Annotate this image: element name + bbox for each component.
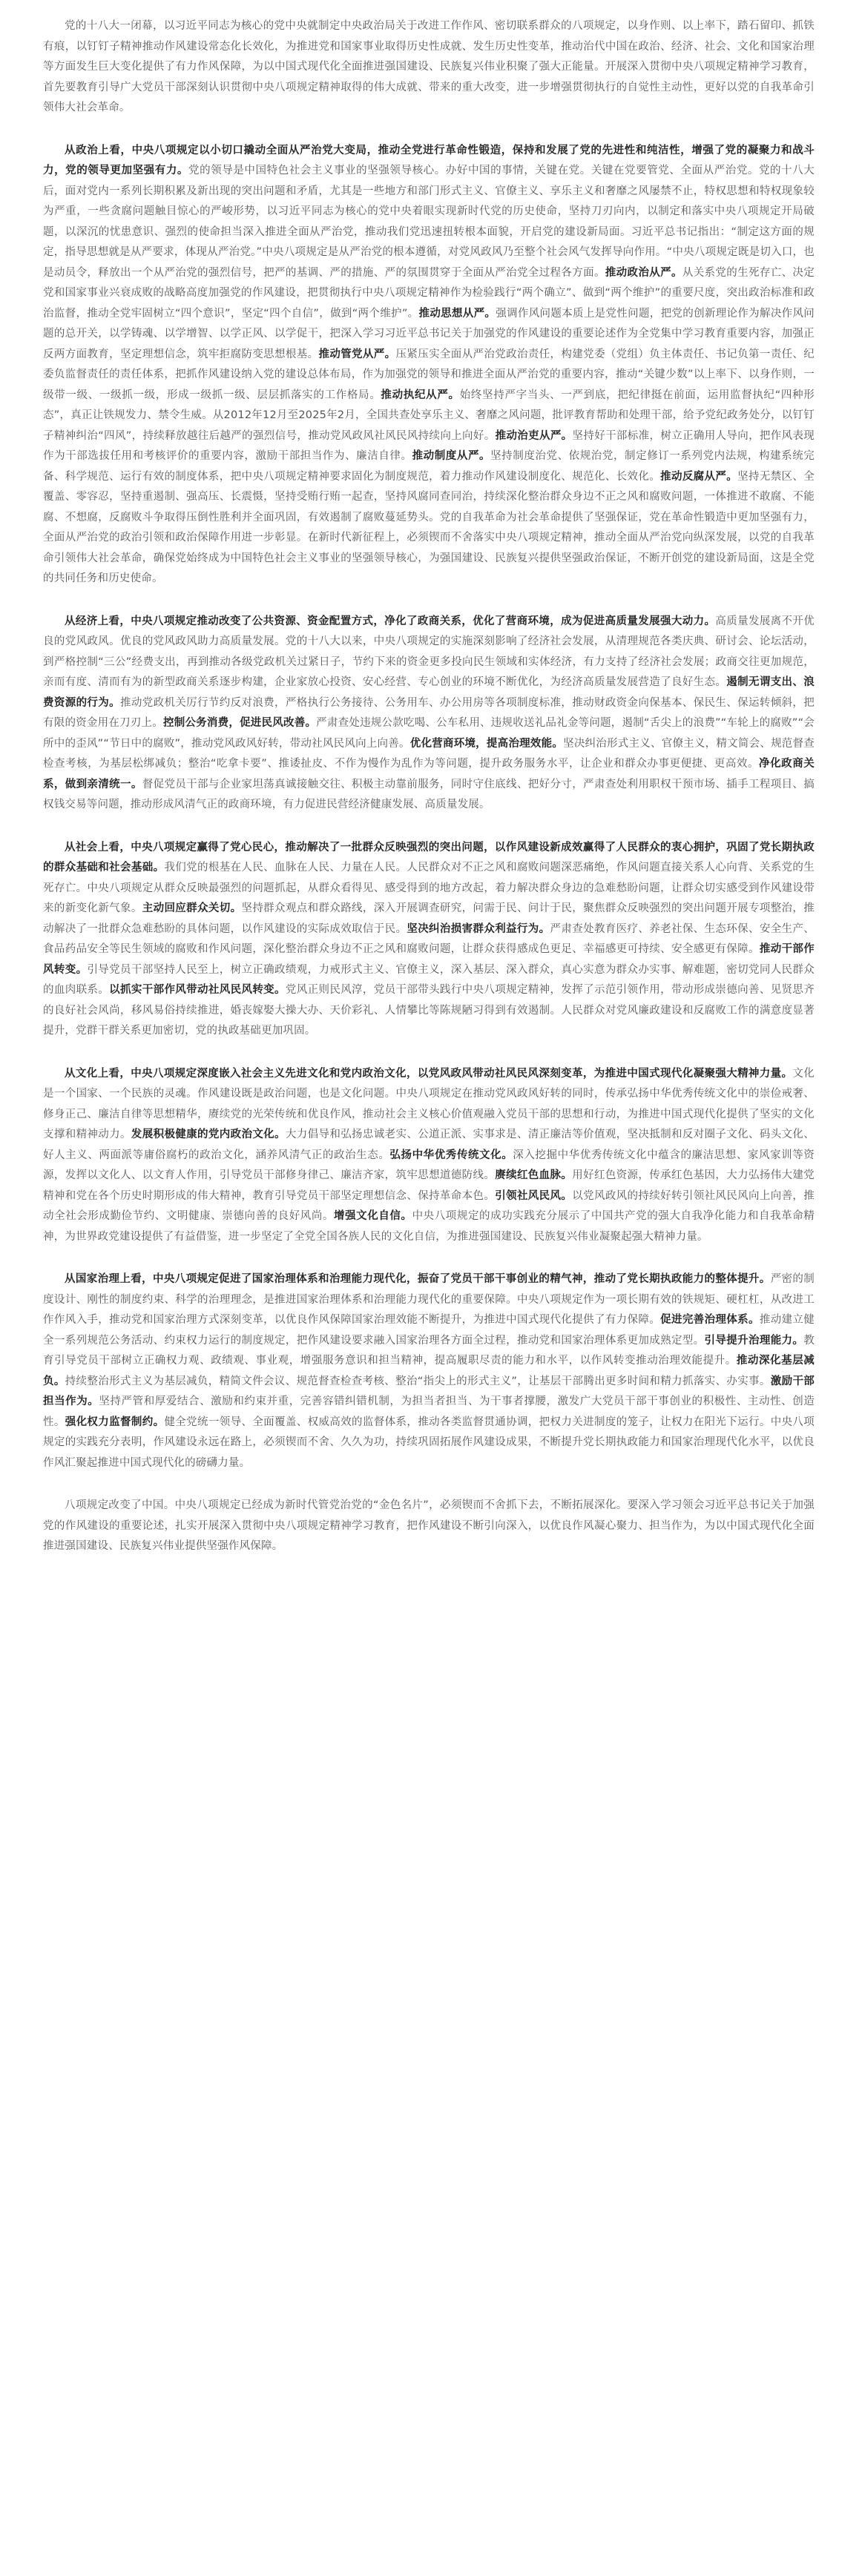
paragraph-text: 八项规定改变了中国。中央八项规定已经成为新时代管党治党的“金色名片”，必须锲而不舍抓下去，不断拓展深化。要深入学习领会习近平总书记关于加强党的作风建设的重要论述，扎实开展深入贯彻中央八项规定精神学习教育，把作风建设不断引向深入，以优良作风凝心聚力、担当作为，为以中国式现代化全面推进强国建设、民族复兴伟业提供坚强作风保障。 (43, 1499, 815, 1552)
paragraph-text: 推动党政机关厉行节约反对浪费，严格执行公务接待、公务用车、办公用房等各项制度标准，推动财政资金向保基本、保民生、保运转倾斜，把有限的资金用在刀刃上。 (43, 696, 815, 729)
highlight-phrase: 引导提升治理能力。 (704, 1334, 804, 1347)
highlight-phrase: 赓续红色血脉。 (495, 1169, 573, 1181)
paragraph-text: 坚决纠治形式主义、官僚主义，精文简会、规范督查检查考核，为基层松绑减负；整治“吃拿卡要”、推诿扯皮、不作为慢作为乱作为等问题，提升政务服务水平，让企业和群众办事更便捷、更高效。 (43, 737, 815, 770)
paragraph-text: 坚持制度治党、依规治党，制定修订一系列党内法规，构建系统完备、科学规范、运行有效的制度体系，把中央八项规定精神要求固化为制度规范，着力推动作风建设制度化、规范化、长效化。 (43, 450, 815, 483)
article-body (43, 16, 815, 1557)
paragraph-text: 坚持好干部标准，树立正确用人导向，把作风表现作为干部选拔任用和考核评价的重要内容，激励干部担当作为、廉洁自律。 (43, 429, 815, 462)
highlight-phrase: 净化政商关系，做到亲清统一。 (43, 758, 815, 790)
highlight-phrase: 推动制度从严。 (412, 450, 491, 462)
highlight-phrase: 推动干部作风转变。 (43, 943, 815, 976)
paragraph-text: 引导党员干部坚持人民至上，树立正确政绩观，力戒形式主义、官僚主义，深入基层、深入群众，真心实意为群众办实事、解难题，密切党同人民群众的血肉联系。 (43, 963, 815, 996)
paragraph-text: 压紧压实全面从严治党政治责任，构建党委（党组）负主体责任、书记负第一责任、纪委负监督责任的责任体系，把抓作风建设纳入党的建设总体布局，作为加强党的领导和推进全面从严治党的重要内容，推动“关键少数”以上率下、以身作则，一级带一级、一级抓一级，形成一级抓一级、层层抓落实的工作格局。 (43, 348, 815, 401)
paragraph-text: 始终坚持严字当头、一严到底，把纪律挺在前面，运用监督执纪“四种形态”，真正让铁规发力、禁令生威。从2012年12月至2025年2月，全国共查处享乐主义、奢靡之风问题，批评教育帮助和处理干部，给予党纪政务处分，以钉钉子精神纠治“四风”，持续释放越往后越严的强烈信号，推动党风政风社风民风持续向上向好。 (43, 389, 815, 442)
paragraph-text: 持续整治形式主义为基层减负，精简文件会议、规范督查检查考核、整治“指尖上的形式主义”，让基层干部腾出更多时间和精力抓落实、办实事。 (65, 1375, 771, 1387)
paragraph-text: 推动建立健全一系列规范公务活动、约束权力运行的制度规定，把作风建设要求融入国家治理各方面全过程，推动党和国家治理体系更加成熟定型。 (43, 1314, 815, 1347)
highlight-phrase: 控制公务消费，促进民风改善。 (163, 717, 317, 729)
highlight-phrase: 推动深化基层减负。 (43, 1355, 815, 1387)
highlight-phrase: 弘扬中华优秀传统文化。 (389, 1149, 513, 1161)
paragraph-text: 高质量发展离不开优良的党风政风。优良的党风政风助力高质量发展。党的十八大以来，中央八项规定的实施深刻影响了经济社会发展，从清理规范各类庆典、研讨会、论坛活动，到严格控制“三公”经费支出，再到推动各级党政机关过紧日子，节约下来的资金更多投向民生领域和实体经济，有力支持了经济社会发展；政商交往更加规范，亲而有度、清而有为的新型政商关系逐步构建，企业家放心投资、安心经营、专心创业的环境不断优化，为经济高质量发展营造了良好生态。 (43, 615, 815, 688)
paragraph-text: 严密的制度设计、刚性的制度约束、科学的治理理念，是推进国家治理体系和治理能力现代化的重要保障。中央八项规定作为一项长期有效的铁规矩、硬杠杠，从改进工作作风入手，推动党和国家治理方式深刻变革，以优良作风保障国家治理效能不断提升，为推进中国式现代化提供了有力保障。 (43, 1273, 815, 1326)
article-paragraph (43, 612, 815, 816)
paragraph-text: 严肃查处违规公款吃喝、公车私用、违规收送礼品礼金等问题，遏制“舌尖上的浪费”“车轮上的腐败”“会所中的歪风”“节日中的腐败”，推动党风政风好转，带动社风民风向上向善。 (43, 717, 815, 750)
highlight-phrase: 推动思想从严。 (418, 307, 496, 320)
article-paragraph (43, 1496, 815, 1557)
highlight-phrase: 激励干部担当作为。 (43, 1375, 815, 1407)
highlight-phrase: 推动管党从严。 (318, 348, 396, 360)
paragraph-text: 坚持无禁区、全覆盖、零容忍，坚持重遏制、强高压、长震慑，坚持受贿行贿一起查，坚持风腐同查同治，持续深化整治群众身边不正之风和腐败问题，一体推进不敢腐、不能腐、不想腐，反腐败斗争取得压倒性胜利并全面巩固，有效遏制了腐败蔓延势头。党的自我革命为社会革命提供了坚强保证，党在革命性锻造中更加坚强有力，全面从严治党的政治引领和政治保障作用进一步彰显。在新时代新征程上，必须锲而不舍落实中央八项规定精神，推动全面从严治党向纵深发展，以党的自我革命引领伟大社会革命，确保党始终成为中国特色社会主义事业的坚强领导核心，为强国建设、民族复兴提供坚强政治保证，不断开创党的建设新局面，这是全党的共同任务和历史使命。 (43, 470, 815, 584)
paragraph-text: 党的领导是中国特色社会主义事业的坚强领导核心。办好中国的事情，关键在党。关键在党要管党、全面从严治党。党的十八大后，面对党内一系列长期积累及新出现的突出问题和矛盾，尤其是一些地方和部门形式主义、官僚主义、享乐主义和奢靡之风屡禁不止，特权思想和特权现象较为严重，一些贪腐问题触目惊心的严峻形势，以习近平同志为核心的党中央着眼实现新时代党的历史使命，坚持刀刃向内，以制定和落实中央八项规定开局破题，以深沉的忧患意识、强烈的使命担当深入推进全面从严治党，推动我们党迅速扭转根本面貌，开启党的建设新局面。习近平总书记指出：“制定这方面的规定，指导思想就是从严要求，体现从严治党。”中央八项规定是从严治党的根本遵循，对党风政风乃至整个社会风气发挥导向作用。“中央八项规定既是切入口，也是动员令，释放出一个从严治党的强烈信号，把严的基调、严的措施、严的氛围贯穿于全面从严治党全过程各方面。 (43, 165, 815, 279)
highlight-phrase: 增强文化自信。 (334, 1210, 412, 1222)
paragraph-text: 坚持严管和厚爱结合、激励和约束并重，完善容错纠错机制，为担当者担当、为干事者撑腰，激发广大党员干部干事创业的积极性、主动性、创造性。 (43, 1396, 815, 1428)
paragraph-text: 文化是一个国家、一个民族的灵魂。作风建设既是政治问题，也是文化问题。中央八项规定在推动党风政风好转的同时，传承弘扬中华优秀传统文化中的崇俭戒奢、修身正己、廉洁自律等思想精华，赓续党的光荣传统和优良作风，推动社会主义核心价值观融入党员干部的思想和行动，为推进中国式现代化提供了坚实的文化支撑和精神动力。 (43, 1067, 815, 1140)
paragraph-text: 大力倡导和弘扬忠诚老实、公道正派、实事求是、清正廉洁等价值观，坚决抵制和反对圈子文化、码头文化、好人主义、两面派等庸俗腐朽的政治文化，涵养风清气正的政治生态。 (43, 1129, 815, 1161)
highlight-phrase: 推动反腐从严。 (660, 470, 738, 483)
highlight-phrase: 推动治吏从严。 (495, 429, 573, 442)
paragraph-lead-sentence: 从文化上看，中央八项规定深度嵌入社会主义先进文化和党内政治文化，以党风政风带动社风民风深刻变革，为推进中国式现代化凝聚强大精神力量。 (65, 1067, 793, 1080)
paragraph-lead-sentence: 从社会上看，中央八项规定赢得了党心民心，推动解决了一批群众反映强烈的突出问题，以作风建设新成效赢得了人民群众的衷心拥护，巩固了党长期执政的群众基础和社会基础。 (43, 841, 815, 873)
paragraph-text: 教育引导党员干部树立正确权力观、政绩观、事业观，增强服务意识和担当精神，提高履职尽责的能力和水平，以作风转变推动治理效能提升。 (43, 1334, 815, 1367)
highlight-phrase: 主动回应群众关切。 (142, 902, 242, 914)
article-paragraph (43, 141, 815, 589)
highlight-phrase: 引领社风民风。 (495, 1189, 573, 1202)
highlight-phrase: 遏制无谓支出、浪费资源的行为。 (43, 676, 815, 709)
paragraph-text: 强调作风问题本质上是党性问题，把党的创新理论作为解决作风问题的总开关，以学铸魂、以学增智、以学正风、以学促干，把深入学习习近平总书记关于加强党的作风建设的重要论述作为全党集中学习教育重要内容，加强正反两方面教育，坚定理想信念，筑牢拒腐防变思想根基。 (43, 307, 815, 360)
article-paragraph (43, 1064, 815, 1248)
paragraph-text: 党的十八大一闭幕，以习近平同志为核心的党中央就制定中央政治局关于改进工作作风、密切联系群众的八项规定，以身作则、以上率下，踏石留印、抓铁有痕，以钉钉子精神推动作风建设常态化长效化，为推进党和国家事业取得历史性成就、发生历史性变革，推动治代中国在政治、经济、社会、文化和国家治理等方面发生巨大变化提供了有力作风保障，为以中国式现代化全面推进强国建设、民族复兴伟业积聚了强大正能量。开展深入贯彻中央八项规定精神学习教育，首先要教育引导广大党员干部深刻认识贯彻中央八项规定精神取得的伟大成就、带来的重大改变，进一步增强贯彻执行的自觉性主动性，更好以党的自我革命引领伟大社会革命。 (43, 20, 815, 113)
article-paragraph (43, 1269, 815, 1473)
paragraph-text: 坚持群众观点和群众路线，深入开展调查研究，问需于民、问计于民，聚焦群众反映强烈的突出问题开展专项整治，推动解决了一批群众急难愁盼的具体问题，以作风建设的实际成效取信于民。 (43, 902, 815, 935)
paragraph-lead-sentence: 从国家治理上看，中央八项规定促进了国家治理体系和治理能力现代化，振奋了党员干部干事创业的精气神，推动了党长期执政能力的整体提升。 (65, 1273, 771, 1285)
highlight-phrase: 促进完善治理体系。 (660, 1314, 760, 1326)
paragraph-text: 健全党统一领导、全面覆盖、权威高效的监督体系，推动各类监督贯通协调，把权力关进制度的笼子，让权力在阳光下运行。中央八项规定的实践充分表明，作风建设永远在路上，必须锲而不舍、久久为功，持续巩固拓展作风建设成果，不断提升党长期执政能力和国家治理现代化水平，以优良作风汇聚起推进中国式现代化的磅礴力量。 (43, 1416, 815, 1469)
paragraph-text: 从关系党的生死存亡、决定党和国家事业兴衰成败的战略高度加强党的作风建设，把贯彻执行中央八项规定精神作为检验践行“两个确立”、做到“两个维护”的重要尺度，突出政治标准和政治监督，推动全党牢固树立“四个意识”，坚定“四个自信”，做到“两个维护”。 (43, 266, 815, 320)
paragraph-text: 党风正则民风淳，党员干部带头践行中央八项规定精神，发挥了示范引领作用，带动形成崇德向善、见贤思齐的良好社会风尚，移风易俗持续推进，婚丧嫁娶大操大办、天价彩礼、人情攀比等陈规陋习得到有效遏制。人民群众对党风廉政建设和反腐败工作的满意度显著提升，党群干群关系更加密切，党的执政基础更加巩固。 (43, 984, 815, 1037)
paragraph-text: 督促党员干部与企业家坦荡真诚接触交往、积极主动靠前服务，同时守住底线、把好分寸，严肃查处利用职权干预市场、插手工程项目、搞权钱交易等问题，推动形成风清气正的政商环境，有力促进民营经济健康发展、高质量发展。 (43, 778, 815, 810)
paragraph-text: 以党风政风的持续好转引领社风民风向上向善，推动全社会形成勤俭节约、文明健康、崇德向善的良好风尚。 (43, 1189, 815, 1222)
paragraph-lead-sentence: 从政治上看，中央八项规定以小切口撬动全面从严治党大变局，推动全党进行革命性锻造，保持和发展了党的先进性和纯洁性，增强了党的凝聚力和战斗力，党的领导更加坚强有力。 (43, 144, 815, 176)
paragraph-text: 严肃查处教育医疗、养老社保、生态环保、安全生产、食品药品安全等民生领域的腐败和作风问题，深化整治群众身边不正之风和腐败问题，让群众获得感成色更足、幸福感更可持续、安全感更有保障。 (43, 922, 815, 955)
article-paragraph (43, 16, 815, 119)
paragraph-text: 中央八项规定的成功实践充分展示了中国共产党的强大自我净化能力和自我革命精神，为世界政党建设提供了有益借鉴，进一步坚定了全党全国各族人民的文化自信，为推进强国建设、民族复兴伟业凝聚起强大精神力量。 (43, 1210, 815, 1243)
highlight-phrase: 优化营商环境，提高治理效能。 (409, 737, 564, 750)
highlight-phrase: 以抓实干部作风带动社风民风转变。 (109, 984, 286, 996)
highlight-phrase: 发展积极健康的党内政治文化。 (131, 1129, 286, 1140)
paragraph-text: 用好红色资源，传承红色基因，大力弘扬伟大建党精神和党在各个历史时期形成的伟大精神，教育引导党员干部坚定理想信念、保持革命本色。 (43, 1169, 815, 1202)
paragraph-lead-sentence: 从经济上看，中央八项规定推动改变了公共资源、资金配置方式，净化了政商关系，优化了营商环境，成为促进高质量发展强大动力。 (65, 615, 716, 627)
highlight-phrase: 推动政治从严。 (605, 266, 682, 279)
highlight-phrase: 强化权力监督制约。 (65, 1416, 165, 1428)
highlight-phrase: 推动执纪从严。 (381, 389, 460, 401)
paragraph-text: 深入挖掘中华优秀传统文化中蕴含的廉洁思想、家风家训等资源，发挥以文化人、以文育人作用，引导党员干部修身律己、廉洁齐家，筑牢思想道德防线。 (43, 1149, 815, 1181)
paragraph-text: 我们党的根基在人民、血脉在人民、力量在人民。人民群众对不正之风和腐败问题深恶痛绝，作风问题直接关系人心向背、关系党的生死存亡。中央八项规定从群众反映最强烈的问题抓起，从群众看得见、感受得到的地方改起，着力解决群众身边的急难愁盼问题，让群众切实感受到作风建设带来的新变化新气象。 (43, 862, 815, 914)
article-paragraph (43, 838, 815, 1042)
highlight-phrase: 坚决纠治损害群众利益行为。 (407, 922, 550, 935)
